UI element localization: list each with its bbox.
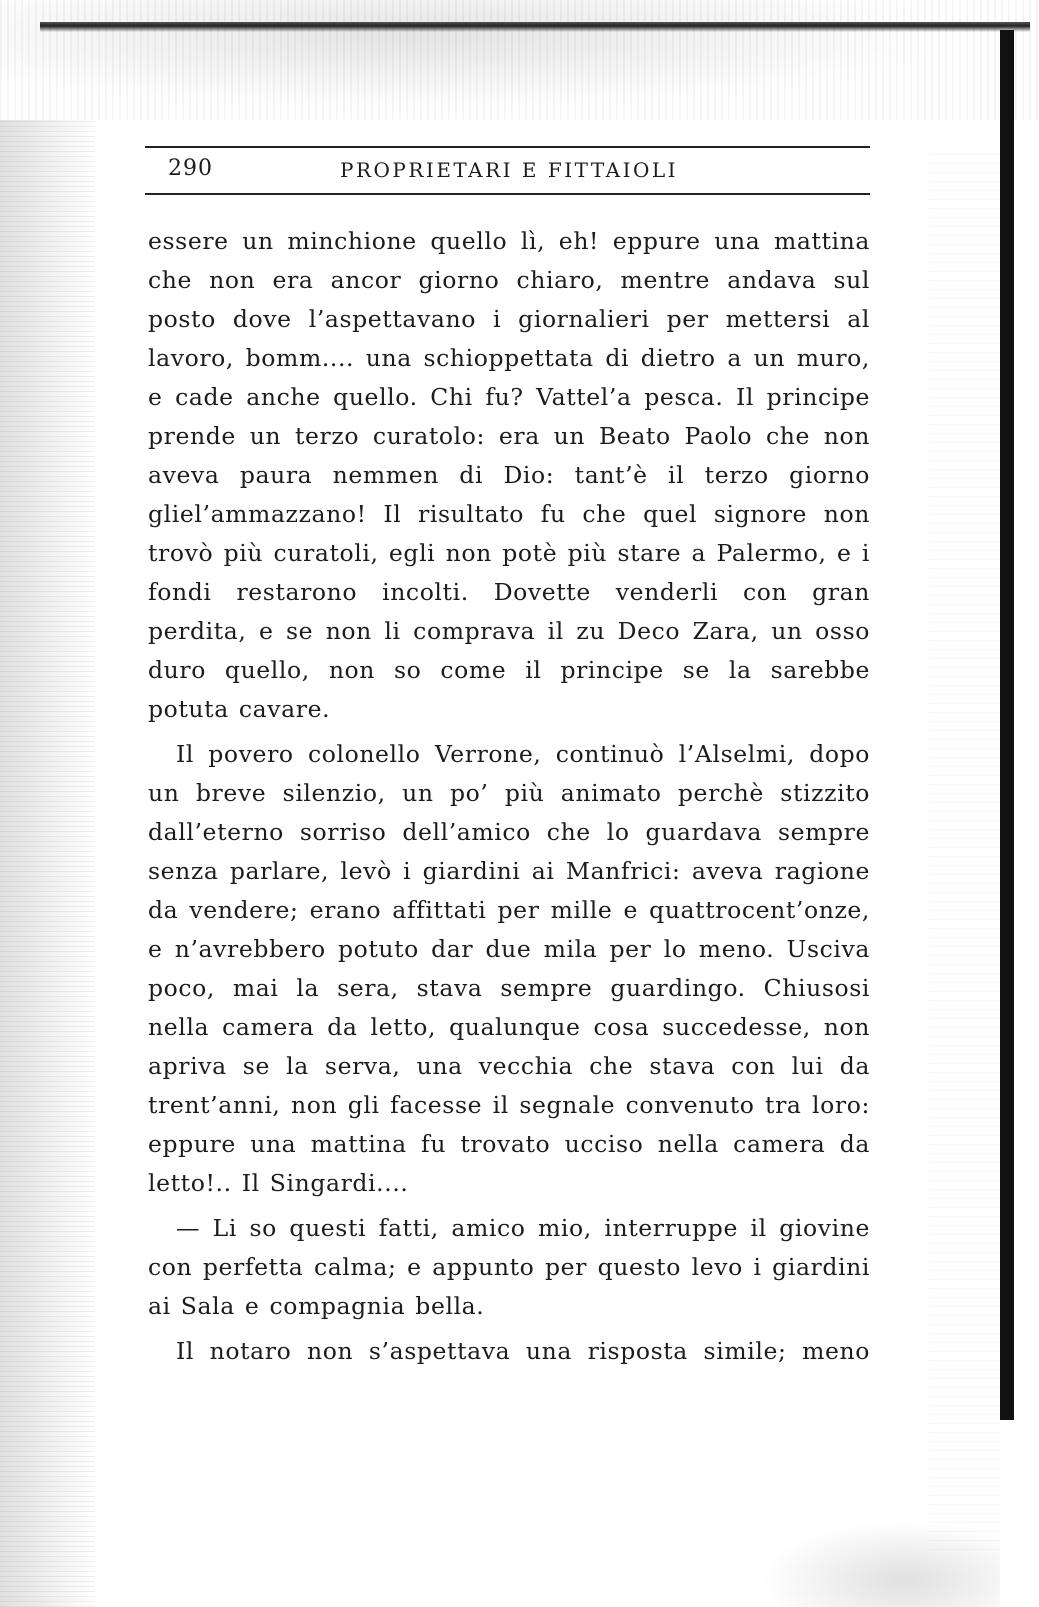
page-body	[148, 222, 870, 1377]
paragraph: Il notaro non s’aspettava una risposta simile; meno	[176, 1337, 870, 1365]
running-title: PROPRIETARI E FITTAIOLI	[340, 158, 679, 182]
scan-noise-left	[0, 120, 95, 1607]
page-number: 290	[168, 156, 213, 181]
paragraph: Il povero colonello Verrone, continuò l’Alselmi, dopo un breve silenzio, un po’ più animato perchè stizzito dall’eterno sorriso dell’amico che lo guardava sempre senza parlare, levò i giardini ai Manfrici: aveva ragione da vendere; erano affittati per mille e quattrocent’onze, e n’avrebbero potuto dar due mila per lo meno. Usciva poco, mai la sera, stava sempre guardingo. Chiusosi nella camera da letto, qualunque cosa succedesse, non apriva se la serva, una vecchia che stava con lui da trent’anni, non gli facesse il segnale convenuto tra loro: eppure una mattina fu trovato ucciso nella camera da letto!.. Il Singardi....	[148, 740, 870, 1197]
header-rule-bottom	[145, 193, 870, 195]
scan-edge-top	[40, 22, 1030, 32]
scan-edge-right	[1000, 30, 1014, 1420]
header-rule-top	[145, 146, 870, 148]
paragraph: essere un minchione quello lì, eh! eppure una mattina che non era ancor giorno chiaro, mentre andava sul posto dove l’aspettavano i giornalieri per mettersi al lavoro, bomm.... una schioppettata di dietro a un muro, e cade anche quello. Chi fu? Vattel’a pesca. Il principe prende un terzo curatolo: era un Beato Paolo che non aveva paura nemmen di Dio: tant’è il terzo giorno gliel’ammazzano! Il risultato fu che quel signore non trovò più curatoli, egli non potè più stare a Palermo, e i fondi restarono incolti. Dovette venderli con gran perdita, e se non li comprava il zu Deco Zara, un osso duro quello, non so come il principe se la sarebbe potuta cavare.	[148, 227, 870, 723]
scan-noise-right	[930, 150, 1000, 1550]
paragraph: — Li so questi fatti, amico mio, interruppe il giovine con perfetta calma; e appunto per questo levo i giardini ai Sala e compagnia bella.	[148, 1214, 870, 1320]
scan-shadow-top	[0, 0, 1039, 120]
scan-noise-bottom	[760, 1520, 1000, 1607]
